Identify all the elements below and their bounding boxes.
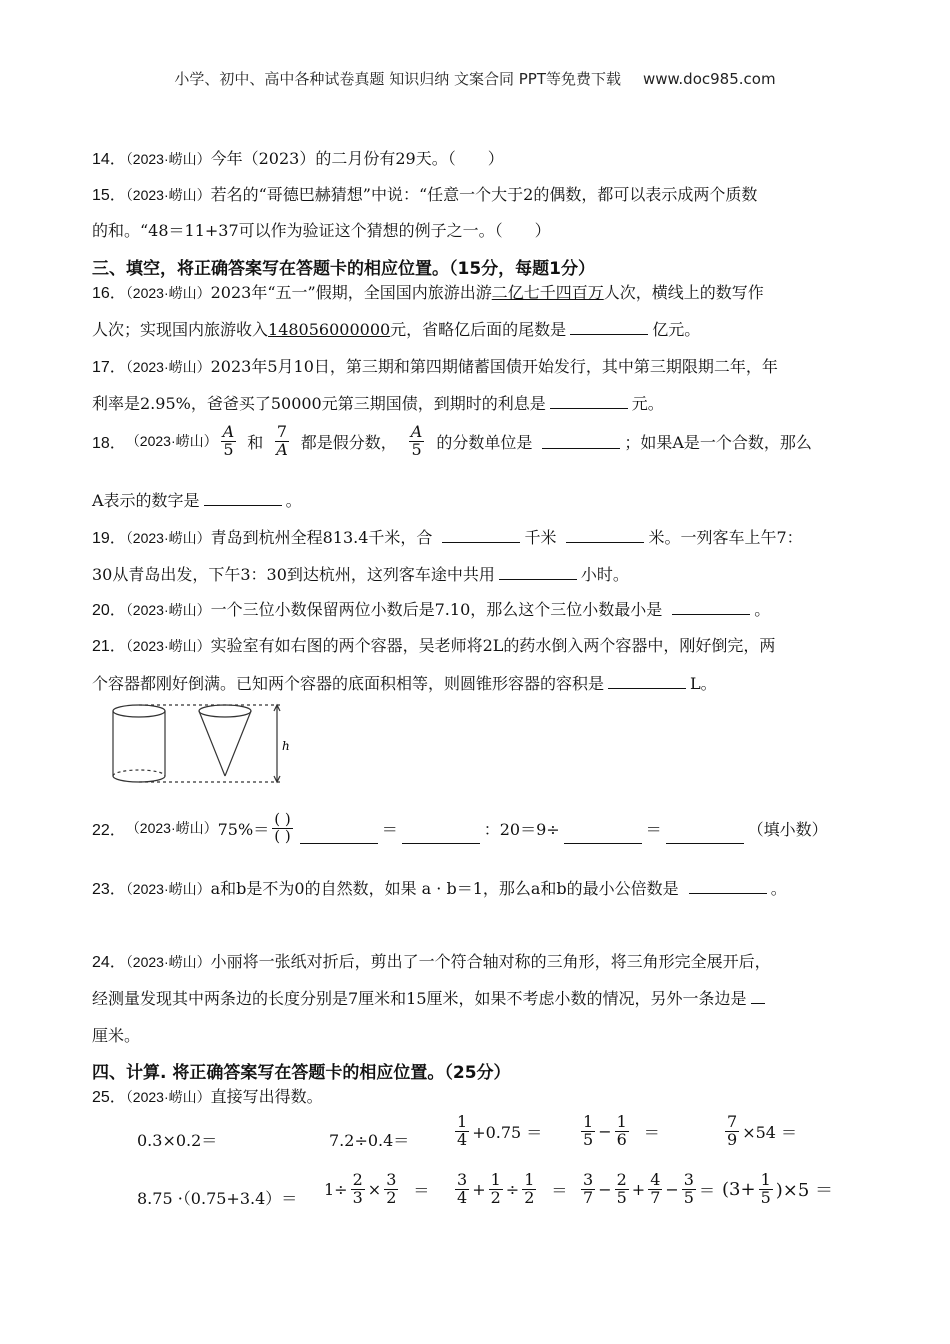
cylinder-top xyxy=(113,705,165,717)
question-text: 千米 xyxy=(524,528,557,547)
numerator: 3 xyxy=(457,1170,468,1189)
question-14 xyxy=(92,146,504,169)
denominator: 2 xyxy=(524,1187,535,1207)
containers-figure xyxy=(106,700,296,786)
numerator: 1 xyxy=(760,1170,771,1189)
underlined-number: 二亿七千四百万 xyxy=(491,283,604,302)
denominator: 2 xyxy=(490,1187,501,1207)
question-source: （2023·崂山） xyxy=(125,954,211,970)
question-text: 都是假分数， xyxy=(300,432,397,452)
fraction xyxy=(489,1172,503,1207)
calc-item-2: 7.2÷0.4＝ xyxy=(329,1131,410,1150)
question-15 xyxy=(92,182,757,205)
question-source: （2023·崂山） xyxy=(125,602,211,618)
cone-top xyxy=(199,705,251,717)
question-source: （2023·崂山） xyxy=(125,638,211,654)
question-text: 2023年“五一”假期，全国国内旅游出游 xyxy=(210,283,492,302)
fraction xyxy=(522,1172,536,1207)
calc-item-1: 0.3×0.2＝ xyxy=(137,1131,218,1150)
answer-blank[interactable] xyxy=(442,528,520,543)
fraction xyxy=(648,1172,662,1207)
question-number: 25． xyxy=(92,1089,126,1106)
question-text: 青岛到杭州全程813.4千米，合 xyxy=(210,528,433,547)
calc-text: )×5 ＝ xyxy=(775,1180,834,1202)
question-22 xyxy=(92,812,828,845)
question-number: 17． xyxy=(92,359,126,376)
question-source: （2023·崂山） xyxy=(125,881,211,897)
question-number: 16． xyxy=(92,285,126,302)
calc-item-8 xyxy=(452,1172,567,1207)
numerator: 3 xyxy=(583,1170,594,1189)
calc-text: ＝ xyxy=(413,1180,430,1200)
question-text: L。 xyxy=(690,674,717,693)
denominator: 5 xyxy=(411,439,422,459)
denominator: 2 xyxy=(386,1187,397,1207)
question-16-line2 xyxy=(92,317,700,340)
answer-blank[interactable] xyxy=(666,829,744,844)
denominator: 4 xyxy=(457,1187,468,1207)
question-18 xyxy=(92,424,812,459)
denominator: 6 xyxy=(616,1129,627,1149)
question-number: 14． xyxy=(92,151,126,168)
fraction xyxy=(725,1114,739,1149)
numerator: 7 xyxy=(276,422,288,441)
fraction xyxy=(615,1114,629,1149)
question-text: 。 xyxy=(770,879,787,898)
question-text: ＝ xyxy=(645,819,662,839)
calc-item-9 xyxy=(578,1172,715,1207)
question-text: 75%＝ xyxy=(217,819,270,839)
denominator: ( ) xyxy=(274,826,291,845)
numerator: 3 xyxy=(683,1170,694,1189)
question-number: 18． xyxy=(92,434,126,452)
denominator: 4 xyxy=(457,1129,468,1149)
height-label: h xyxy=(282,739,290,753)
question-24-line3: 厘米。 xyxy=(92,1026,141,1045)
numerator: 1 xyxy=(616,1112,627,1131)
answer-blank[interactable] xyxy=(300,829,378,844)
question-text: 和 xyxy=(247,432,264,452)
question-21-line2 xyxy=(92,671,717,694)
question-text: 经测量发现其中两条边的长度分别是7厘米和15厘米，如果不考虑小数的情况，另外一条边是 xyxy=(92,989,747,1008)
question-text: 今年（2023）的二月份有29天。（ ） xyxy=(210,149,504,168)
denominator: 5 xyxy=(760,1187,771,1207)
calc-text: ＝ xyxy=(698,1180,715,1200)
calc-item-6: 8.75 ·（0.75+3.4）＝ xyxy=(137,1189,298,1208)
question-text: 。 xyxy=(754,600,771,619)
question-source: （2023·崂山） xyxy=(125,530,211,546)
numerator: 2 xyxy=(352,1170,363,1189)
calc-item-4 xyxy=(578,1114,660,1149)
fraction xyxy=(759,1172,773,1207)
header-text: 小学、初中、高中各种试卷真题 知识归纳 文案合同 PPT等免费下载 xyxy=(174,70,621,88)
question-text: 人次，横线上的数写作 xyxy=(603,283,764,302)
answer-blank[interactable] xyxy=(751,989,765,1004)
question-text: 人次；实现国内旅游收入 xyxy=(92,320,269,339)
fraction xyxy=(455,1172,469,1207)
denominator: 7 xyxy=(650,1187,661,1207)
fraction xyxy=(409,424,425,459)
question-source: （2023·崂山） xyxy=(125,433,218,450)
numerator: 1 xyxy=(524,1170,535,1189)
question-source: （2023·崂山） xyxy=(125,151,211,167)
answer-blank[interactable] xyxy=(566,528,644,543)
question-23 xyxy=(92,876,787,899)
denominator: 3 xyxy=(352,1187,363,1207)
section-3-title: 三、填空，将正确答案写在答题卡的相应位置。（15分，每题1分） xyxy=(92,259,595,279)
question-text: 亿元。 xyxy=(652,320,701,339)
calc-text: ＝ xyxy=(551,1180,568,1200)
question-source: （2023·崂山） xyxy=(125,820,218,837)
numerator: 1 xyxy=(583,1112,594,1131)
calc-text: ＝ xyxy=(643,1122,660,1142)
question-text: 个容器都刚好倒满。已知两个容器的底面积相等，则圆锥形容器的容积是 xyxy=(92,674,605,693)
answer-blank[interactable] xyxy=(402,829,480,844)
numerator: 1 xyxy=(457,1112,468,1131)
fraction xyxy=(384,1172,398,1207)
answer-blank[interactable] xyxy=(550,394,628,409)
fraction xyxy=(615,1172,629,1207)
question-21 xyxy=(92,633,775,656)
question-text: 的分数单位是 xyxy=(436,432,533,452)
question-text: A表示的数字是 xyxy=(92,491,200,510)
numerator: A xyxy=(410,422,423,441)
question-number: 24． xyxy=(92,954,126,971)
question-text: a和b是不为0的自然数，如果 a · b＝1，那么a和b的最小公倍数是 xyxy=(210,879,679,898)
question-text: 米。一列客车上午7： xyxy=(648,528,803,547)
question-source: （2023·崂山） xyxy=(125,187,211,203)
denominator: 5 xyxy=(616,1187,627,1207)
question-text: 元，省略亿后面的尾数是 xyxy=(390,320,567,339)
question-text: 30从青岛出发，下午3：30到达杭州，这列客车途中共用 xyxy=(92,565,495,584)
answer-blank[interactable] xyxy=(608,674,686,689)
header-site: www.doc985.com xyxy=(642,70,776,88)
calc-text: (3+ xyxy=(722,1178,756,1200)
operator: − xyxy=(598,1121,612,1141)
question-source: （2023·崂山） xyxy=(125,285,211,301)
numerator: 4 xyxy=(650,1170,661,1189)
answer-blank[interactable] xyxy=(672,600,750,615)
fraction-blank[interactable] xyxy=(272,812,292,845)
question-number: 23． xyxy=(92,881,126,898)
numerator: 3 xyxy=(386,1170,397,1189)
denominator: 9 xyxy=(727,1129,738,1149)
calc-item-7 xyxy=(324,1172,429,1207)
question-24-line2 xyxy=(92,986,769,1009)
question-text: 若名的“哥德巴赫猜想”中说：“任意一个大于2的偶数，都可以表示成两个质数 xyxy=(210,185,758,204)
calc-item-10 xyxy=(722,1172,833,1207)
fraction xyxy=(221,424,237,459)
fraction xyxy=(581,1114,595,1149)
numerator: A xyxy=(222,422,235,441)
question-text: 直接写出得数。 xyxy=(210,1087,323,1106)
answer-blank[interactable] xyxy=(542,434,620,449)
question-text: （填小数） xyxy=(747,819,828,839)
question-text: 。 xyxy=(285,491,302,510)
denominator: 7 xyxy=(583,1187,594,1207)
question-source: （2023·崂山） xyxy=(125,1089,211,1105)
question-text: ：20＝9÷ xyxy=(483,819,560,839)
question-20 xyxy=(92,597,770,620)
question-text: 实验室有如右图的两个容器，吴老师将2L的药水倒入两个容器中，刚好倒完，两 xyxy=(210,636,776,655)
fraction xyxy=(274,424,290,459)
fraction xyxy=(682,1172,696,1207)
calc-text: ×54 ＝ xyxy=(742,1122,798,1142)
question-24 xyxy=(92,949,771,972)
operator: + xyxy=(472,1179,486,1199)
operator: − xyxy=(665,1179,679,1199)
denominator: A xyxy=(276,439,288,459)
question-text: 一个三位小数保留两位小数后是7.10，那么这个三位小数最小是 xyxy=(210,600,663,619)
denominator: 5 xyxy=(683,1187,694,1207)
question-text: 元。 xyxy=(631,394,664,413)
calc-text: +0.75 ＝ xyxy=(472,1122,543,1142)
numerator: 2 xyxy=(616,1170,627,1189)
question-text: ；如果A是一个合数，那么 xyxy=(624,432,812,452)
operator: + xyxy=(631,1179,646,1199)
numerator: 7 xyxy=(727,1112,738,1131)
answer-blank[interactable] xyxy=(499,565,577,580)
question-source: （2023·崂山） xyxy=(125,359,211,375)
question-25 xyxy=(92,1084,323,1107)
page-header xyxy=(0,68,950,89)
calc-item-3 xyxy=(452,1114,542,1149)
question-17-line2 xyxy=(92,391,664,414)
denominator: 5 xyxy=(583,1129,594,1149)
answer-blank[interactable] xyxy=(204,491,282,506)
question-15-line2: 的和。“48＝11+37可以作为验证这个猜想的例子之一。（ ） xyxy=(92,221,551,240)
question-number: 21． xyxy=(92,638,126,655)
answer-blank[interactable] xyxy=(689,879,767,894)
question-number: 19． xyxy=(92,530,126,547)
question-text: 小时。 xyxy=(580,565,629,584)
fraction xyxy=(581,1172,595,1207)
question-text: 2023年5月10日，第三期和第四期储蓄国债开始发行，其中第三期限期二年，年 xyxy=(210,357,778,376)
question-number: 20． xyxy=(92,602,126,619)
question-18-line2 xyxy=(92,488,302,511)
question-19-line2 xyxy=(92,562,629,585)
fraction xyxy=(351,1172,365,1207)
question-text: 小丽将一张纸对折后，剪出了一个符合轴对称的三角形，将三角形完全展开后， xyxy=(210,952,771,971)
question-17 xyxy=(92,354,778,377)
calc-text: 1÷ xyxy=(324,1179,348,1199)
question-number: 15． xyxy=(92,187,126,204)
numerator: 1 xyxy=(490,1170,501,1189)
denominator: 5 xyxy=(223,439,234,459)
underlined-number: 148056000000 xyxy=(268,320,391,339)
operator: × xyxy=(367,1179,382,1199)
question-16 xyxy=(92,280,764,303)
calc-item-5 xyxy=(722,1114,797,1149)
question-text: 利率是2.95%，爸爸买了50000元第三期国债，到期时的利息是 xyxy=(92,394,546,413)
numerator: ( ) xyxy=(274,810,291,828)
question-text: ＝ xyxy=(381,819,398,839)
question-19 xyxy=(92,525,803,548)
fraction xyxy=(455,1114,469,1149)
question-number: 22． xyxy=(92,821,126,839)
section-4-title: 四、计算. 将正确答案写在答题卡的相应位置。（25分） xyxy=(92,1063,511,1083)
answer-blank[interactable] xyxy=(570,320,648,335)
operator: ÷ xyxy=(505,1179,520,1199)
answer-blank[interactable] xyxy=(564,829,642,844)
operator: − xyxy=(598,1179,612,1199)
